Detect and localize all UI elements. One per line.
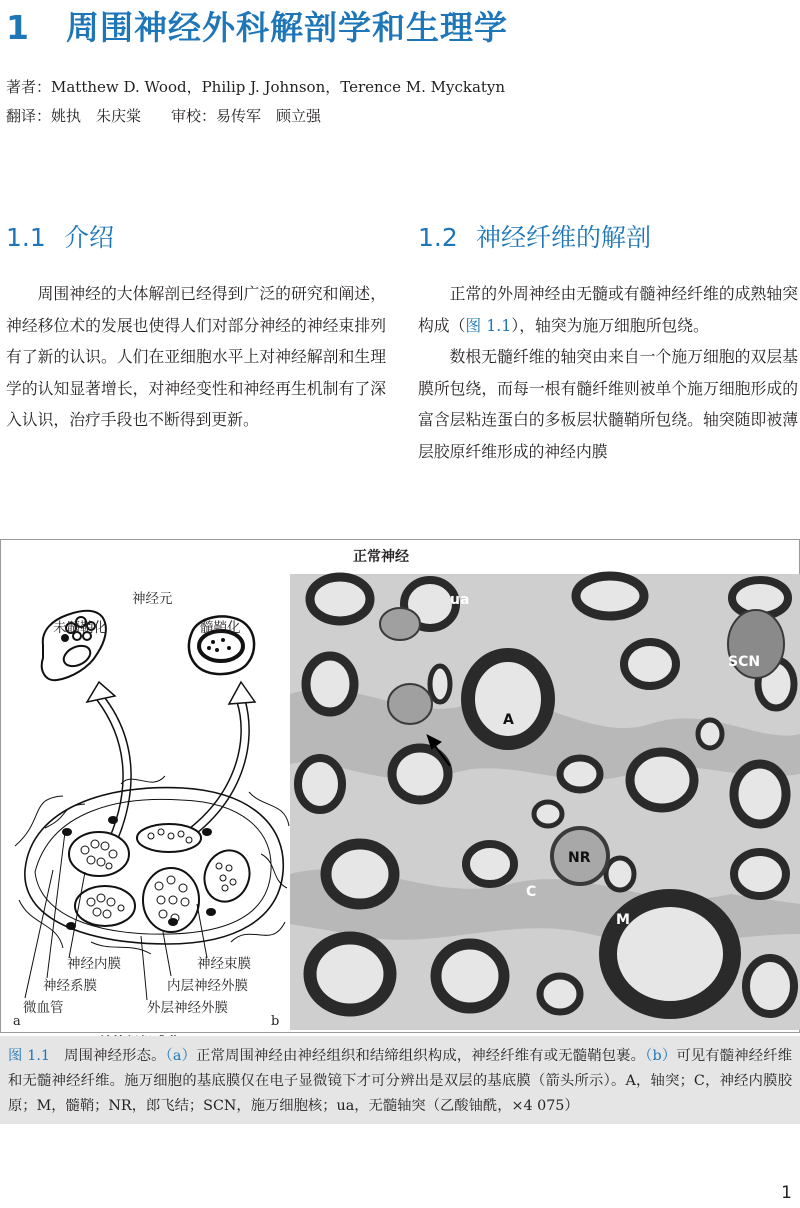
paragraph-text: 正常的外周神经由无髓或有髓神经纤维的成熟轴突构成（ [418,284,798,335]
figure-1-1 [0,539,800,1033]
panel-a-diagram [1,570,289,1032]
panel-b-micrograph [290,574,800,1030]
label-endoneurium: 神经内膜 [67,956,121,972]
paragraph: 数根无髓纤维的轴突由来自一个施万细胞的双层基膜所包绕，而每一根有髓纤维则被单个施万细胞形成的富含层粘连蛋白的多板层状髓鞘所包绕。轴突随即被薄层胶原纤维形成的神经内膜 [418,347,798,461]
chapter-title-text: 周围神经外科解剖学和生理学 [66,8,508,47]
section-heading-intro [6,218,114,254]
micrograph-label-ua: ua [450,592,470,608]
figure-title: 正常神经 [353,549,409,565]
panel-a-label: a [13,1014,21,1029]
right-column [418,278,798,467]
label-outer-epineurium: 外层神经外膜 [147,1000,228,1016]
authors-line: 著者：Matthew D. Wood，Philip J. Johnson，Terence M. Myckatyn [6,78,506,96]
micrograph-label-nr: NR [568,850,591,866]
label-unmyelinated: 未髓鞘化 [53,620,107,636]
page-number: 1 [781,1183,792,1203]
micrograph-label-scn: SCN [728,654,761,670]
section-number: 1.1 [6,223,46,252]
chapter-title [6,2,508,49]
paragraph: 周围神经的大体解剖已经得到广泛的研究和阐述，神经移位术的发展也使得人们对部分神经的神经束排列有了新的认识。人们在亚细胞水平上对神经解剖和生理学的认知显著增长，对神经变性和神经再生机制有了深入认识，治疗手段也不断得到更新。 [6,284,386,429]
arrow-right [173,682,255,846]
section-heading-anatomy [418,218,651,254]
figure-caption [0,1036,800,1124]
label-inner-epineurium: 内层神经外膜 [167,978,248,994]
caption-figure-id: 图 1.1 [8,1048,50,1064]
translators-line: 翻译：姚执 朱庆棠 审校：易传军 顾立强 [6,107,322,125]
caption-tag-a: （a） [165,1048,197,1064]
label-myelinated: 髓鞘化 [200,620,241,636]
section-title: 神经纤维的解剖 [476,223,652,252]
section-number: 1.2 [418,223,458,252]
paragraph-text: ），轴突为施万细胞所包绕。 [511,315,709,335]
caption-text: 正常周围神经由神经组织和结缔组织构成，神经纤维有或无髓鞘包裹。 [196,1048,646,1064]
arrow-left [87,682,131,850]
figure-reference-link[interactable]: 图 1.1 [465,315,512,335]
electron-micrograph-image [290,574,800,1030]
paragraph [418,278,798,341]
micrograph-label-c: C [526,884,537,900]
micrograph-label-m: M [616,912,630,928]
caption-text: 周围神经形态。 [63,1048,166,1064]
caption-text: 可见有髓神经纤维和无髓神经纤维。施万细胞的基底膜仅在电子显微镜下才可分辨出是双层的基底膜（箭头所示）。A，轴突；C，神经内膜胶原；M，髓鞘；NR，郎飞结；SCN，施万细胞核；ua，无髓轴突（乙酸铀酰，×4 075） [8,1048,793,1114]
label-capillary: 微血管 [23,1000,64,1016]
caption-tag-b: （b） [645,1048,677,1064]
section-title: 介绍 [64,223,115,252]
chapter-number: 1 [6,8,30,47]
micrograph-label-a: A [503,712,514,728]
label-neuron: 神经元 [132,591,173,607]
left-column [6,278,386,436]
panel-b-label: b [271,1014,280,1029]
label-perineurium: 神经束膜 [197,956,251,972]
label-mesoneurium: 神经系膜 [43,978,97,994]
